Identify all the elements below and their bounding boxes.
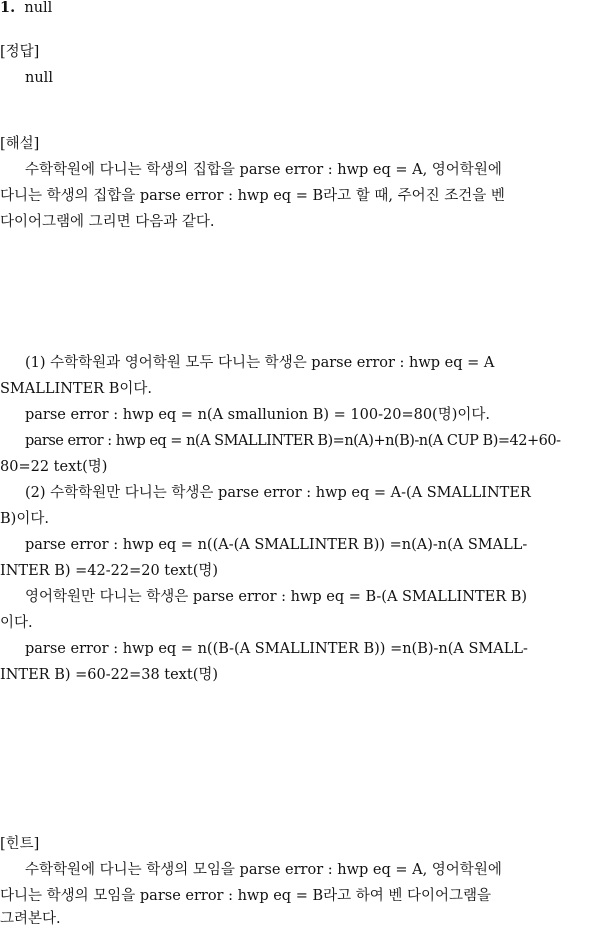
explanation-body-line: parse error : hwp eq = n(A smallunion B) = 100-20=80(명)이다. bbox=[25, 407, 490, 423]
hint-label: [힌트] bbox=[0, 836, 40, 852]
explanation-intro-line: 다니는 학생의 집합을 parse error : hwp eq = B라고 할 때, 주어진 조건을 벤 bbox=[0, 188, 505, 204]
explanation-body-line: SMALLINTER B이다. bbox=[0, 381, 152, 397]
explanation-intro-line: 다이어그램에 그리면 다음과 같다. bbox=[0, 214, 215, 230]
answer-label: [정답] bbox=[0, 44, 40, 60]
venn-diagram-area bbox=[0, 235, 599, 345]
answer-value: null bbox=[25, 70, 53, 86]
hint-line: 그려본다. bbox=[0, 911, 61, 927]
question-number: 1. bbox=[0, 0, 16, 16]
explanation-label: [해설] bbox=[0, 136, 40, 152]
question-heading bbox=[0, 0, 52, 21]
explanation-body-line: INTER B) =42-22=20 text(명) bbox=[0, 563, 219, 579]
explanation-body-line: 80=22 text(명) bbox=[0, 459, 108, 475]
explanation-body-line: parse error : hwp eq = n((A-(A SMALLINTER B)) =n(A)-n(A SMALL- bbox=[25, 537, 528, 553]
explanation-intro-line: 수학학원에 다니는 학생의 집합을 parse error : hwp eq = A, 영어학원에 bbox=[25, 162, 502, 178]
explanation-body-line: 영어학원만 다니는 학생은 parse error : hwp eq = B-(A SMALLINTER B) bbox=[25, 589, 528, 605]
explanation-body-line: INTER B) =60-22=38 text(명) bbox=[0, 667, 219, 683]
hint-line: 수학학원에 다니는 학생의 모임을 parse error : hwp eq = A, 영어학원에 bbox=[25, 862, 502, 878]
hint-line: 다니는 학생의 모임을 parse error : hwp eq = B라고 하여 벤 다이어그램을 bbox=[0, 888, 492, 904]
explanation-body-line: B)이다. bbox=[0, 511, 49, 527]
explanation-body-line: parse error : hwp eq = n(A SMALLINTER B)=n(A)+n(B)-n(A CUP B)=42+60- bbox=[25, 433, 561, 449]
explanation-body-line: (1) 수학학원과 영어학원 모두 다니는 학생은 parse error : hwp eq = A bbox=[25, 355, 495, 371]
explanation-body-line: 이다. bbox=[0, 615, 33, 631]
explanation-body-line: parse error : hwp eq = n((B-(A SMALLINTER B)) =n(B)-n(A SMALL- bbox=[25, 641, 528, 657]
question-text: null bbox=[24, 0, 53, 16]
explanation-body-line: (2) 수학학원만 다니는 학생은 parse error : hwp eq = A-(A SMALLINTER bbox=[25, 485, 531, 501]
